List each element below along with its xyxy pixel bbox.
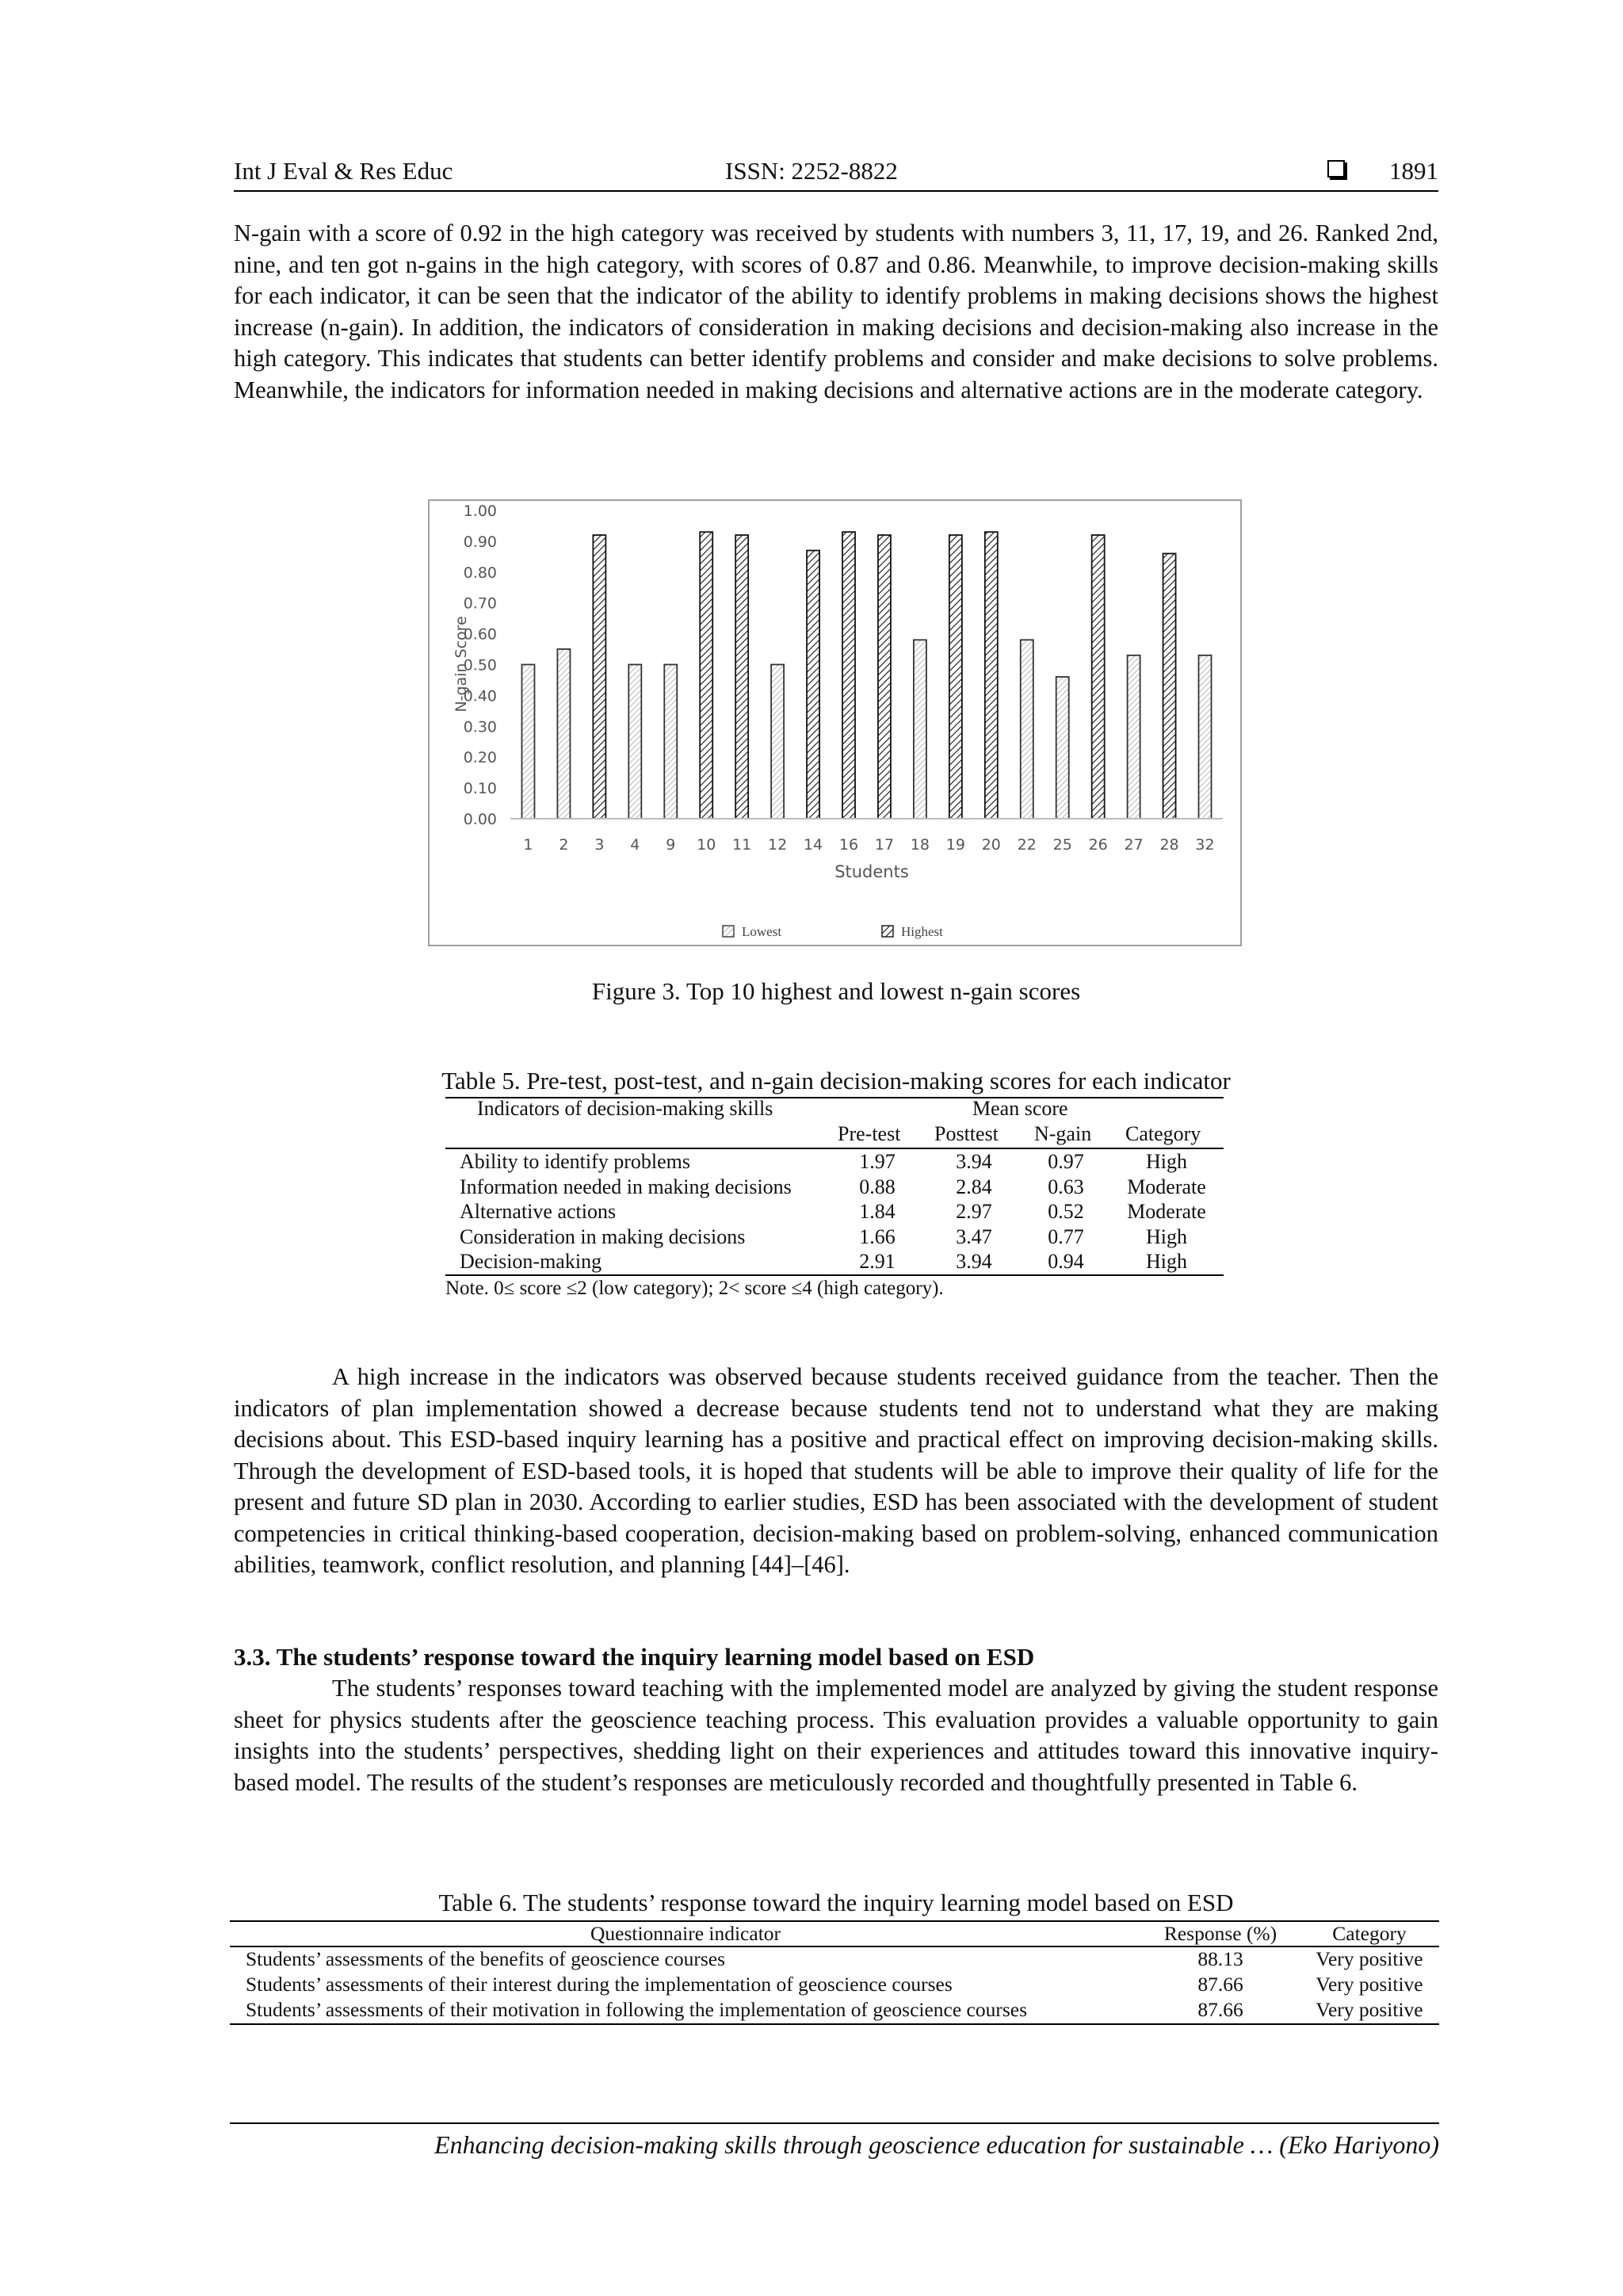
bar-student-2: [557, 649, 570, 819]
x-tick-label: 3: [594, 836, 605, 854]
cell-ngain: 0.97: [1048, 1150, 1084, 1173]
x-tick-label: 20: [981, 836, 1001, 854]
x-tick-label: 4: [630, 836, 640, 854]
y-tick-label: 0.10: [463, 780, 497, 798]
y-axis-label: N-gain Score: [453, 616, 470, 712]
table-rule-bottom: [230, 2023, 1439, 2025]
cell-category: Very positive: [1316, 1947, 1423, 1970]
bar-student-25: [1056, 677, 1069, 819]
col-header-category: Category: [1125, 1122, 1201, 1145]
bar-student-32: [1199, 655, 1212, 819]
cell-category: Very positive: [1316, 1998, 1423, 2021]
table-5-caption: Table 5. Pre-test, post-test, and n-gain decision-making scores for each indicator: [441, 1067, 1231, 1095]
cell-indicator: Alternative actions: [460, 1200, 617, 1223]
page-number-wrap: [1327, 157, 1438, 185]
cell-posttest: 3.94: [956, 1250, 992, 1273]
table-rule-mid: [445, 1148, 1224, 1149]
figure-3-caption: Figure 3. Top 10 highest and lowest n-gain scores: [591, 977, 1081, 1005]
col-header-mean-score: Mean score: [972, 1097, 1068, 1120]
legend-swatch-lowest: [723, 926, 734, 937]
col-header-questionnaire: Questionnaire indicator: [590, 1922, 781, 1945]
bar-student-12: [771, 665, 784, 819]
cell-indicator: Decision-making: [460, 1250, 602, 1273]
cell-indicator: Consideration in making decisions: [460, 1224, 746, 1248]
x-tick-label: 27: [1124, 836, 1144, 854]
y-tick-label: 0.40: [463, 687, 497, 705]
cell-posttest: 2.97: [956, 1200, 992, 1223]
col-header-indicator: Indicators of decision-making skills: [477, 1097, 773, 1120]
ngain-bar-chart: [428, 499, 1242, 946]
y-tick-label: 0.80: [463, 563, 497, 582]
cell-indicator: Ability to identify problems: [460, 1150, 691, 1173]
cell-category: Moderate: [1127, 1175, 1206, 1198]
bar-student-17: [878, 535, 891, 819]
cell-indicator: Students’ assessments of the benefits of geoscience courses: [246, 1947, 725, 1970]
col-header-ngain: N-gain: [1034, 1122, 1092, 1145]
x-tick-label: 2: [559, 836, 569, 854]
bar-student-9: [664, 665, 677, 819]
footer-text: Enhancing decision-making skills through geoscience education for sustainable … (Eko Hariyono): [434, 2130, 1439, 2159]
paragraph-3: The students’ responses toward teaching with the implemented model are analyzed by giving the student response sheet for physics students after the geoscience teaching process. This evaluation provides a valuable opportunity to gain insights into the students’ perspectives, shedding light on their experiences and attitudes toward this innovative inquiry-based model. The results of the student’s responses are meticulously recorded and thoughtfully presented in Table 6.: [234, 1675, 1438, 1796]
x-tick-label: 19: [945, 836, 965, 854]
cell-pretest: 1.84: [859, 1200, 896, 1223]
y-tick-label: 0.00: [463, 811, 497, 828]
cell-pretest: 0.88: [859, 1175, 896, 1198]
cell-ngain: 0.63: [1048, 1175, 1084, 1198]
bar-student-27: [1128, 655, 1140, 819]
y-tick-label: 1.00: [463, 502, 497, 520]
cell-category: High: [1146, 1250, 1187, 1273]
table-5: [445, 1097, 1224, 1303]
legend-label-highest: Highest: [901, 924, 943, 939]
page-number: 1891: [1389, 157, 1438, 185]
y-tick-label: 0.50: [463, 656, 497, 674]
bar-student-10: [700, 532, 712, 819]
col-header-category: Category: [1332, 1922, 1407, 1945]
x-tick-label: 10: [697, 836, 716, 854]
bar-student-4: [628, 665, 641, 819]
x-tick-label: 11: [732, 836, 752, 854]
x-tick-label: 1: [523, 836, 533, 854]
cell-category: High: [1146, 1224, 1187, 1248]
col-header-pretest: Pre-test: [838, 1122, 901, 1145]
cell-pretest: 2.91: [859, 1250, 896, 1273]
bar-student-1: [521, 665, 534, 819]
cell-response: 88.13: [1197, 1947, 1243, 1970]
x-tick-label: 26: [1088, 836, 1108, 854]
table-6-caption: Table 6. The students’ response toward the inquiry learning model based on ESD: [438, 1889, 1234, 1916]
paragraph-1: N-gain with a score of 0.92 in the high category was received by students with numbers 3, 11, 17, 19, and 26. Ranked 2nd, nine, and ten got n-gains in the high category, with scores of 0.87 and 0.86. Meanwhile, to improve decision-making skills for each indicator, it can be seen that the indicator of the ability to identify problems in making decisions shows the highest increase (n-gain). In addition, the indicators of consideration in making decisions and decision-making also increase in the high category. This indicates that students can better identify problems and consider and make decisions to solve problems. Meanwhile, the indicators for information needed in making decisions and alternative actions are in the moderate category.: [234, 220, 1438, 403]
cell-posttest: 2.84: [956, 1175, 992, 1198]
paragraph-2: A high increase in the indicators was observed because students received guidance from the teacher. Then the indicators of plan implementation showed a decrease because students tend not to understand what they are making decisions about. This ESD-based inquiry learning has a positive and practical effect on improving decision-making skills. Through the development of ESD-based tools, it is hoped that students will be able to improve their quality of life for the present and future SD plan in 2030. According to earlier studies, ESD has been associated with the development of student competencies in critical thinking-based cooperation, decision-making based on problem-solving, enhanced communication abilities, teamwork, conflict resolution, and planning [44]–[46].: [234, 1363, 1438, 1578]
journal-name: Int J Eval & Res Educ: [234, 157, 453, 185]
col-header-response: Response (%): [1163, 1922, 1277, 1945]
x-axis-label: Students: [834, 862, 909, 881]
x-tick-label: 18: [910, 836, 930, 854]
x-tick-label: 32: [1195, 836, 1215, 854]
section-heading-3-3: 3.3. The students’ response toward the inquiry learning model based on ESD: [234, 1643, 1035, 1671]
cell-indicator: Information needed in making decisions: [460, 1175, 792, 1198]
legend-swatch-highest: [882, 926, 893, 937]
cell-ngain: 0.52: [1048, 1200, 1084, 1223]
square-bullet-icon: [1327, 160, 1345, 178]
legend-label-lowest: Lowest: [742, 924, 782, 939]
table-5-note: Note. 0≤ score ≤2 (low category); 2< score ≤4 (high category).: [445, 1278, 944, 1299]
cell-response: 87.66: [1197, 1998, 1243, 2021]
cell-posttest: 3.47: [956, 1224, 992, 1248]
running-header: [234, 157, 1438, 192]
bar-student-28: [1163, 553, 1176, 819]
cell-category: High: [1146, 1150, 1187, 1173]
x-tick-label: 16: [838, 836, 859, 854]
cell-ngain: 0.77: [1048, 1224, 1084, 1248]
y-tick-label: 0.20: [463, 749, 497, 767]
x-tick-label: 25: [1052, 836, 1072, 854]
x-tick-label: 22: [1017, 836, 1037, 854]
cell-indicator: Students’ assessments of their interest during the implementation of geoscience courses: [246, 1973, 953, 1996]
cell-ngain: 0.94: [1048, 1250, 1084, 1273]
bar-student-20: [985, 532, 998, 819]
y-tick-label: 0.30: [463, 718, 497, 736]
running-footer: [230, 2122, 1439, 2159]
x-tick-label: 14: [803, 836, 823, 854]
table-rule-bottom: [445, 1274, 1224, 1276]
bar-student-16: [842, 532, 855, 819]
x-tick-label: 9: [666, 836, 676, 854]
y-tick-label: 0.70: [463, 594, 497, 613]
x-tick-label: 12: [768, 836, 788, 854]
table-6: [230, 1920, 1439, 2031]
bar-student-11: [735, 535, 748, 819]
cell-posttest: 3.94: [956, 1150, 992, 1173]
bar-student-18: [914, 640, 926, 819]
cell-category: Moderate: [1127, 1200, 1206, 1223]
issn: ISSN: 2252-8822: [725, 157, 898, 185]
bar-student-22: [1021, 640, 1033, 819]
y-tick-label: 0.60: [463, 625, 497, 644]
bar-student-19: [949, 535, 962, 819]
bar-student-3: [593, 535, 605, 819]
cell-pretest: 1.66: [859, 1224, 896, 1248]
bar-student-26: [1092, 535, 1105, 819]
x-tick-label: 17: [874, 836, 895, 854]
y-tick-label: 0.90: [463, 533, 497, 551]
cell-category: Very positive: [1316, 1973, 1423, 1996]
x-tick-label: 28: [1159, 836, 1179, 854]
cell-pretest: 1.97: [859, 1150, 896, 1173]
bar-student-14: [807, 551, 819, 819]
col-header-posttest: Posttest: [934, 1122, 999, 1145]
cell-response: 87.66: [1197, 1973, 1243, 1996]
cell-indicator: Students’ assessments of their motivation in following the implementation of geoscience courses: [246, 1998, 1028, 2021]
